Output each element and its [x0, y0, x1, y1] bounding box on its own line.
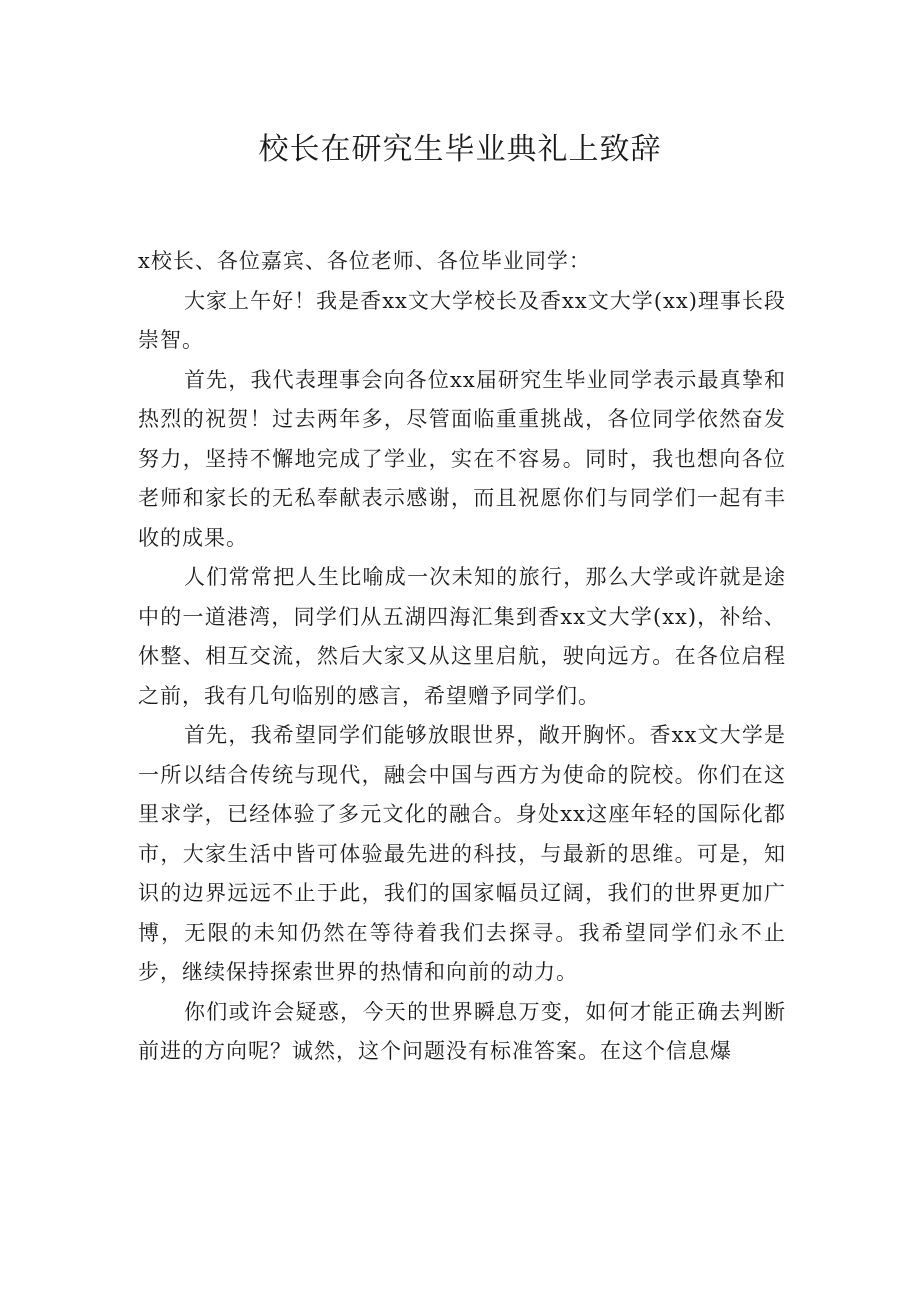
- paragraph-5: 你们或许会疑惑，今天的世界瞬息万变，如何才能正确去判断前进的方向呢？诚然，这个问题没有标准答案。在这个信息爆: [138, 999, 786, 1063]
- paragraph-2: 首先，我代表理事会向各位xx届研究生毕业同学表示最真挚和热烈的祝贺！过去两年多，尽管面临重重挑战，各位同学依然奋发努力，坚持不懈地完成了学业，实在不容易。同时，我也想向各位老师和家长的无私奉献表示感谢，而且祝愿你们与同学们一起有丰收的成果。: [138, 367, 786, 550]
- salutation: x校长、各位嘉宾、各位老师、各位毕业同学：: [138, 249, 591, 273]
- paragraph-4: 首先，我希望同学们能够放眼世界，敞开胸怀。香xx文大学是一所以结合传统与现代，融会中国与西方为使命的院校。你们在这里求学，已经体验了多元文化的融合。身处xx这座年轻的国际化都市，大家生活中皆可体验最先进的科技，与最新的思维。可是，知识的边界远远不止于此，我们的国家幅员辽阔，我们的世界更加广博，无限的未知仍然在等待着我们去探寻。我希望同学们永不止步，继续保持探索世界的热情和向前的动力。: [138, 723, 786, 984]
- page-title: 校长在研究生毕业典礼上致辞: [258, 132, 662, 167]
- document-body: [138, 242, 786, 1072]
- paragraph-3: 人们常常把人生比喻成一次未知的旅行，那么大学或许就是途中的一道港湾，同学们从五湖四海汇集到香xx文大学(xx)，补给、休整、相互交流，然后大家又从这里启航，驶向远方。在各位启程之前，我有几句临别的感言，希望赠予同学们。: [138, 565, 786, 708]
- paragraph-1: 大家上午好！我是香xx文大学校长及香xx文大学(xx)理事长段崇智。: [138, 288, 786, 352]
